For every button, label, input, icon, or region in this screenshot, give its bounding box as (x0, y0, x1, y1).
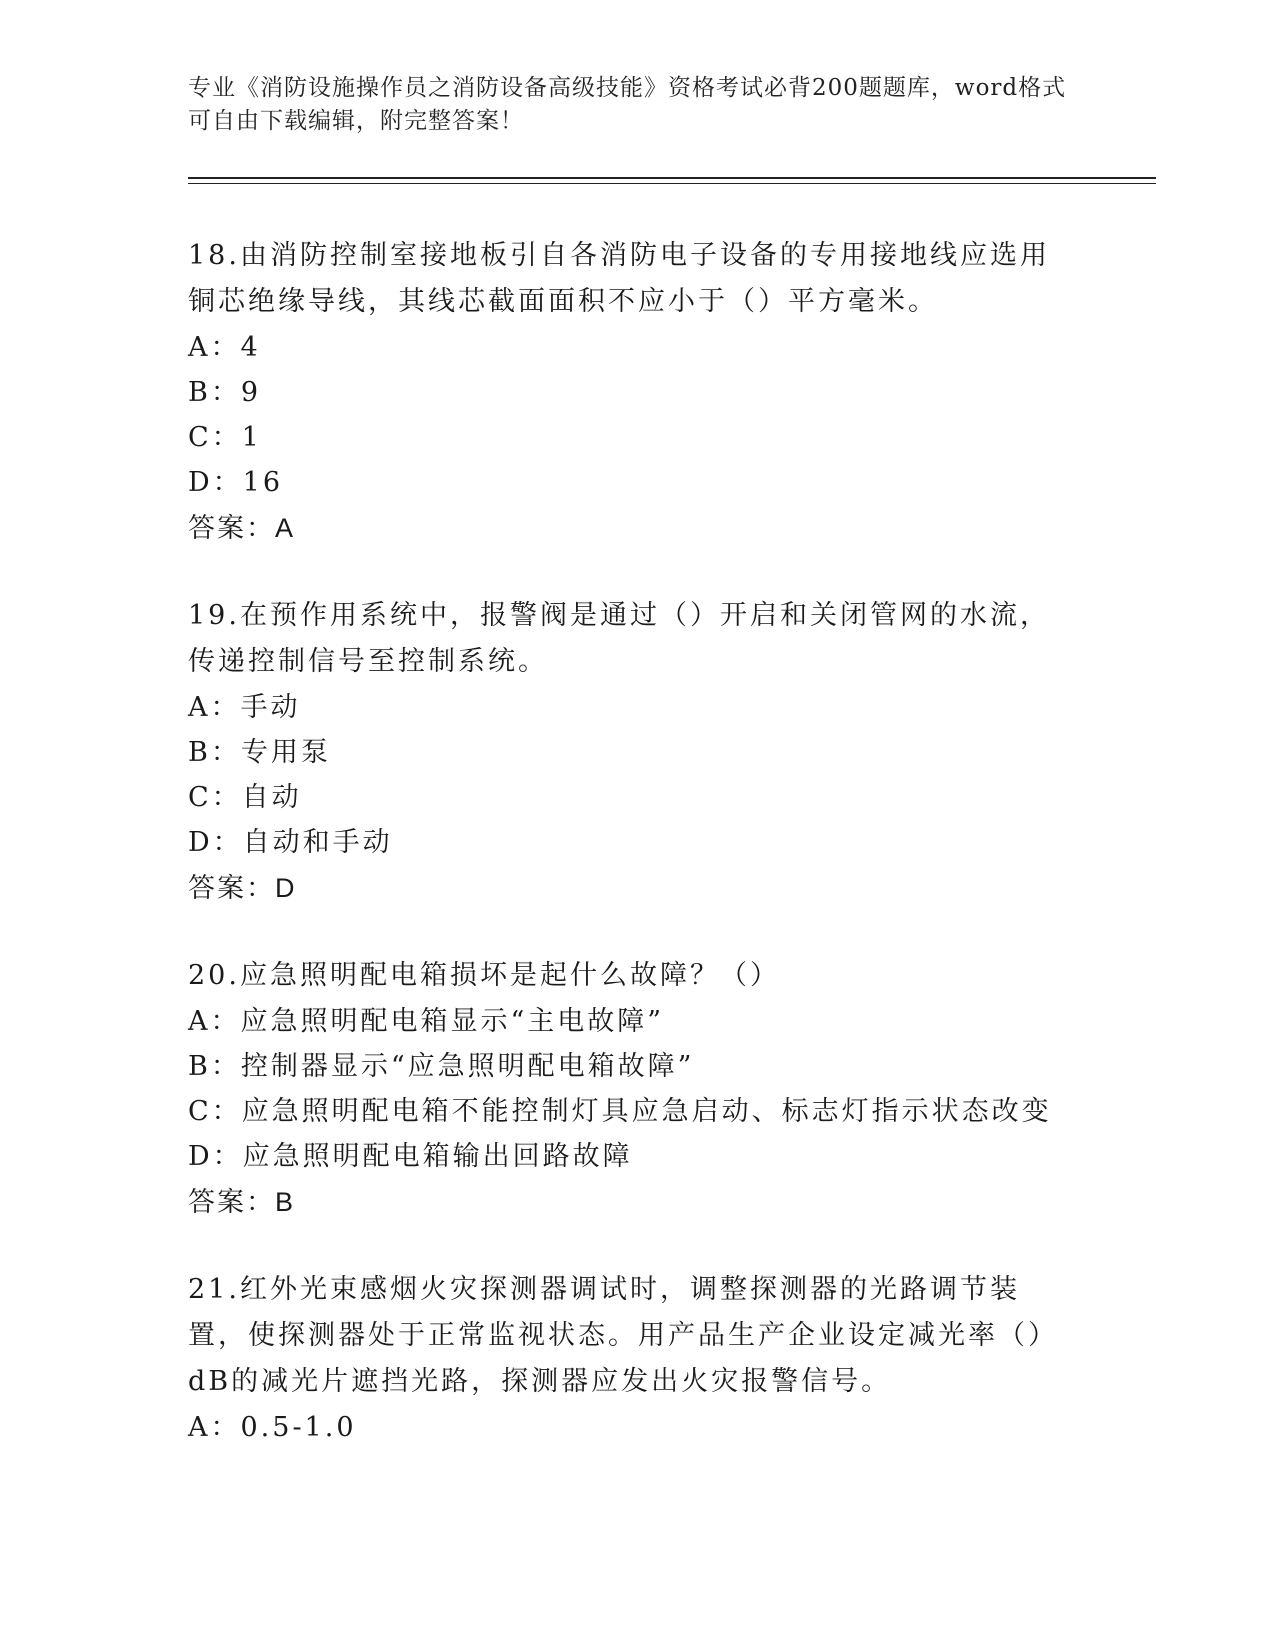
answer-option (188, 325, 1078, 370)
option-letter: B (188, 377, 211, 408)
option-text: 9 (240, 377, 262, 408)
question-block (188, 953, 1078, 1225)
option-text: 0.5-1.0 (240, 1412, 357, 1443)
question-list (188, 233, 1078, 1492)
answer-option (188, 370, 1078, 415)
option-separator: ： (210, 1051, 241, 1082)
option-letter: A (188, 332, 211, 363)
answer-option (188, 685, 1078, 730)
answer-option (188, 415, 1078, 460)
option-letter: D (188, 827, 213, 858)
question-stem (188, 953, 1078, 999)
option-text: 4 (240, 332, 261, 363)
question-text: 在预作用系统中，报警阀是通过（）开启和关闭管网的水流，传递控制信号至控制系统。 (188, 600, 1050, 677)
answer-key: 答案：B (188, 1187, 296, 1217)
question-stem (188, 593, 1078, 685)
question-block (188, 1267, 1078, 1450)
header-divider-thin (188, 183, 1156, 184)
question-number: 20. (188, 960, 240, 991)
answer-option (188, 460, 1078, 505)
option-separator: ： (210, 1412, 241, 1443)
answer-option (188, 999, 1078, 1044)
question-number: 19. (188, 600, 240, 631)
option-separator: ： (212, 1141, 243, 1172)
option-separator: ： (212, 467, 243, 498)
answer-option (188, 1405, 1078, 1450)
option-separator: ： (211, 1096, 242, 1127)
option-separator: ： (211, 422, 242, 453)
option-letter: A (188, 1006, 211, 1037)
option-letter: C (188, 782, 212, 813)
question-block (188, 593, 1078, 911)
option-letter: A (188, 1412, 211, 1443)
option-text: 自动和手动 (242, 827, 393, 858)
option-separator: ： (210, 377, 241, 408)
document-header: 专业《消防设施操作员之消防设备高级技能》资格考试必背200题题库，word格式可自由下载编辑，附完整答案！ (188, 75, 1067, 134)
question-number: 21. (188, 1274, 240, 1305)
option-separator: ： (210, 1006, 241, 1037)
answer-key: 答案：A (188, 513, 296, 543)
question-stem (188, 1267, 1078, 1405)
answer-option (188, 775, 1078, 820)
option-letter: C (188, 1096, 212, 1127)
option-text: 控制器显示“应急照明配电箱故障” (240, 1051, 695, 1082)
option-letter: D (188, 1141, 213, 1172)
option-text: 应急照明配电箱输出回路故障 (242, 1141, 633, 1172)
option-letter: C (188, 422, 212, 453)
option-separator: ： (212, 827, 243, 858)
option-text: 应急照明配电箱不能控制灯具应急启动、标志灯指示状态改变 (241, 1096, 1052, 1127)
answer-option (188, 820, 1078, 865)
option-text: 16 (242, 467, 284, 498)
option-letter: B (188, 737, 211, 768)
question-stem (188, 233, 1078, 325)
question-number: 18. (188, 240, 240, 271)
option-text: 专用泵 (240, 737, 331, 768)
option-separator: ： (210, 737, 241, 768)
option-letter: D (188, 467, 213, 498)
option-letter: A (188, 692, 211, 723)
option-separator: ： (210, 332, 241, 363)
option-text: 手动 (240, 692, 301, 723)
answer-option (188, 730, 1078, 775)
question-text: 应急照明配电箱损坏是起什么故障？（） (239, 960, 780, 991)
question-text: 由消防控制室接地板引自各消防电子设备的专用接地线应选用铜芯绝缘导线，其线芯截面面积不应小于（）平方毫米。 (188, 240, 1050, 317)
header-divider-thick (188, 177, 1156, 179)
option-separator: ： (210, 692, 241, 723)
answer-option (188, 1134, 1078, 1179)
question-block (188, 233, 1078, 551)
option-separator: ： (211, 782, 242, 813)
option-text: 自动 (241, 782, 302, 813)
option-letter: B (188, 1051, 211, 1082)
option-text: 应急照明配电箱显示“主电故障” (240, 1006, 665, 1037)
answer-key: 答案：D (188, 873, 297, 903)
answer-option (188, 1044, 1078, 1089)
option-text: 1 (241, 422, 262, 453)
question-text: 红外光束感烟火灾探测器调试时，调整探测器的光路调节装置，使探测器处于正常监视状态。用产品生产企业设定减光率（）dB的减光片遮挡光路，探测器应发出火灾报警信号。 (188, 1274, 1058, 1397)
answer-option (188, 1089, 1078, 1134)
